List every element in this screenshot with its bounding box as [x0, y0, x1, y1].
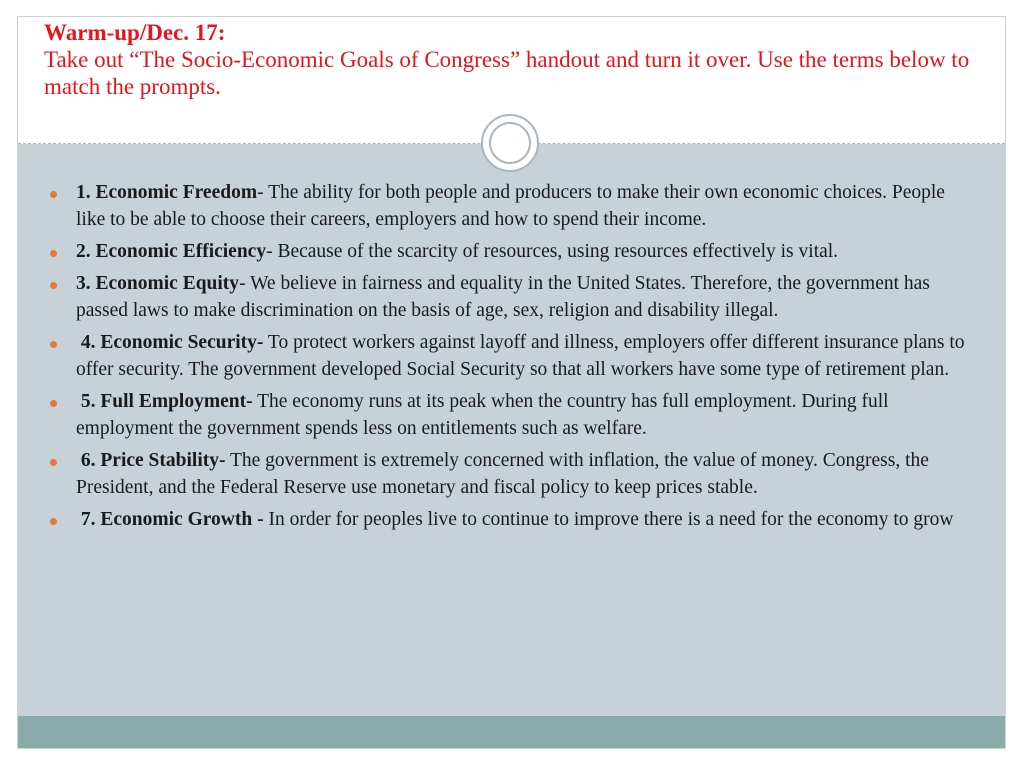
- bullet-icon: [50, 400, 57, 407]
- goal-term: 6. Price Stability-: [76, 450, 226, 471]
- title-heading: Warm-up/Dec. 17:: [44, 20, 226, 45]
- goals-list: [46, 179, 966, 538]
- goal-term: 2. Economic Efficiency: [76, 241, 267, 262]
- bullet-icon: [50, 250, 57, 257]
- goal-description: To protect workers against layoff and illness, employers offer different insurance plans to offer security. The government developed Social Security so that all workers have some type of retirement plan.: [76, 332, 965, 380]
- slide-title: [44, 19, 974, 100]
- goal-term: 7. Economic Growth -: [76, 509, 264, 530]
- list-item: [46, 506, 966, 533]
- goal-description: - The ability for both people and producers to make their own economic choices. People like to be able to choose their careers, employers and how to spend their income.: [76, 182, 945, 230]
- list-item: [46, 179, 966, 233]
- bullet-icon: [50, 459, 57, 466]
- footer-band: [18, 716, 1005, 749]
- goal-description: - Because of the scarcity of resources, using resources effectively is vital.: [266, 241, 839, 262]
- bullet-icon: [50, 282, 57, 289]
- bullet-icon: [50, 341, 57, 348]
- list-item: [46, 447, 966, 501]
- list-item: [46, 238, 966, 265]
- goal-description: The economy runs at its peak when the country has full employment. During full employment the government spends less on entitlements such as welfare.: [76, 391, 889, 439]
- goal-term: 4. Economic Security-: [76, 332, 264, 353]
- list-item: [46, 270, 966, 324]
- goal-description: The government is extremely concerned with inflation, the value of money. Congress, the President, and the Federal Reserve use monetary and fiscal policy to keep prices stable.: [76, 450, 929, 498]
- goal-term: 5. Full Employment-: [76, 391, 253, 412]
- title-subtitle: Take out “The Socio-Economic Goals of Congress” handout and turn it over. Use the terms below to match the prompts.: [44, 47, 970, 99]
- goal-term: 1. Economic Freedom: [76, 182, 258, 203]
- bullet-icon: [50, 191, 57, 198]
- bullet-icon: [50, 518, 57, 525]
- circle-ornament-inner: [489, 122, 531, 164]
- list-item: [46, 329, 966, 383]
- goal-description: In order for peoples live to continue to improve there is a need for the economy to grow: [263, 509, 954, 530]
- slide: [17, 16, 1006, 749]
- goal-term: 3. Economic Equity: [76, 273, 240, 294]
- circle-ornament-icon: [481, 114, 539, 172]
- goal-description: - We believe in fairness and equality in the United States. Therefore, the government has passed laws to make discrimination on the basis of age, sex, religion and disability illegal.: [76, 273, 930, 321]
- list-item: [46, 388, 966, 442]
